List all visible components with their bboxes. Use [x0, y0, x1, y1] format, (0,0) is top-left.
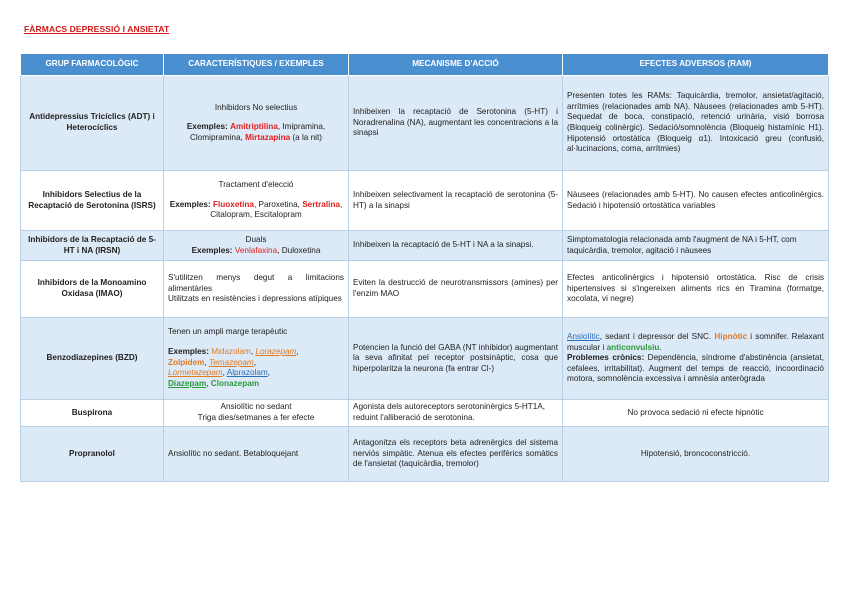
example-drug: Lorazepam	[255, 347, 297, 357]
example-drug: Clonazepam	[210, 378, 260, 388]
table-row	[21, 318, 829, 400]
effects-cell: Simptomatologia relacionada amb l'augment de NA i 5-HT, com taquicàrdia, tremolor, agitació i nàusees	[563, 231, 829, 261]
example-text: , Imipramina, Clomipramina,	[190, 122, 326, 142]
header-effects: EFECTES ADVERSOS (RAM)	[563, 54, 829, 76]
table-row	[21, 231, 829, 261]
table-row	[21, 427, 829, 482]
characteristics-cell: Tenen un ampli marge terapèutic Exemples: Midazolam, Lorazepam, Zolpidem, Temazepam, Lormetazepam, Alprazolam, Diazepam, Clonazepam	[164, 318, 349, 400]
mechanism-cell: Eviten la destrucció de neurotransmissors (amines) per l'enzim MAO	[349, 261, 563, 318]
desc-text-2: Triga dies/setmanes a fer efecte	[197, 413, 315, 422]
examples-label: Exemples:	[169, 199, 211, 209]
header-mechanism: MECANISME D'ACCIÓ	[349, 54, 563, 76]
mechanism-cell: Antagonitza els receptors beta adrenèrgics del sistema nerviós simpàtic. Atenua els efectes perifèrics somàtics de l'ansietat (taquicàrdia, tremolor)	[349, 427, 563, 482]
effect-term: anticonvulsiu	[606, 342, 660, 352]
example-text: , Citalopram, Escitalopram	[210, 199, 343, 220]
characteristics-cell	[164, 261, 349, 318]
effects-cell: Nàusees (relacionades amb 5-HT). No causen efectes anticolinèrgics. Sedació i hipotensió ortostàtica variables	[563, 171, 829, 231]
example-drug: Midazolam	[211, 347, 251, 357]
mechanism-cell: Inhibeixen selectivament la recaptació de serotonina (5-HT) a la sinapsi	[349, 171, 563, 231]
desc-text: Ansiolític no sedant	[220, 402, 292, 412]
example-drug: Amitriptilina	[230, 122, 278, 132]
characteristics-cell	[164, 171, 349, 231]
example-drug: Alprazolam	[226, 368, 268, 378]
example-drug: Mirtazapina	[245, 132, 291, 142]
effects-cell: Presenten totes les RAMs: Taquicàrdia, tremolor, ansietat/agitació, arrítmies (relacionades amb NA). Nàusees (relacionades amb 5-HT). Sequedat de boca, constipació, retenció urinària, visió borrosa (Bloqueig colinèrgic). Sedació/somnolència (Bloqueig histamínic H1). Hipotensió ortostàtica (Bloqueig α1). Intoxicació greu (confusió, al·lucinacions, coma, arrítmies)	[563, 76, 829, 171]
effect-text: .	[659, 342, 662, 352]
group-cell: Inhibidors de la Monoamino Oxidasa (IMAO)	[21, 261, 164, 318]
table-row	[21, 171, 829, 231]
example-drug: Sertralina	[302, 199, 340, 209]
desc-text: Tenen un ampli marge terapèutic	[168, 327, 288, 337]
mechanism-cell: Inhibeixen la recaptació de 5-HT i NA a la sinapsi.	[349, 231, 563, 261]
examples-label: Exemples:	[186, 122, 228, 132]
group-cell: Inhibidors Selectius de la Recaptació de Serotonina (ISRS)	[21, 171, 164, 231]
example-text: , Paroxetina,	[253, 199, 300, 209]
desc-text: S'utilitzen menys degut a limitacions alimentàries	[168, 273, 344, 293]
chronic-problems-label: Problemes crònics:	[567, 353, 645, 363]
group-cell: Inhibidors de la Recaptació de 5-HT i NA (IRSN)	[21, 231, 164, 261]
example-drug: Zolpidem	[168, 357, 205, 367]
example-drug: Temazepam	[208, 357, 254, 367]
examples-label: Exemples:	[191, 245, 233, 255]
desc-text: Inhibidors No selectius	[214, 102, 298, 112]
effects-cell	[563, 318, 829, 400]
desc-text-2: Utilitzats en resistències i depressions atípiques	[168, 294, 342, 304]
page-title: FÀRMACS DEPRESSIÓ I ANSIETAT	[24, 24, 170, 34]
effect-text: i somnifer. Relaxant muscular i	[567, 331, 824, 352]
mechanism-cell: Potencien la funció del GABA (NT inhibidor) augmentant la seva afinitat pel receptor postsinàptic, cosa que hiperpolaritza la neurona (fa entrar Cl-)	[349, 318, 563, 400]
group-cell: Benzodiazepines (BZD)	[21, 318, 164, 400]
effect-term: Ansiolític	[567, 331, 600, 341]
table-row	[21, 261, 829, 318]
table-row	[21, 76, 829, 171]
group-cell: Buspirona	[21, 400, 164, 427]
effect-text: Dependència, síndrome d'abstinència (ansietat, cefalees, irritabilitat). Augment del temps de reacció, incoordinació motora, somnolència excessiva i amnèsia anterògrada	[567, 353, 824, 384]
characteristics-cell	[164, 400, 349, 427]
example-text: , Duloxetina	[277, 245, 321, 255]
mechanism-cell: Inhibeixen la recaptació de Serotonina (5-HT) i Noradrenalina (NA), augmentant les concentracions a la sinapsi	[349, 76, 563, 171]
characteristics-cell	[164, 76, 349, 171]
group-cell: Propranolol	[21, 427, 164, 482]
effects-cell: No provoca sedació ni efecte hipnòtic	[563, 400, 829, 427]
group-cell: Antidepressius Tricíclics (ADT) i Heterocíclics	[21, 76, 164, 171]
effects-cell: Efectes anticolinèrgics i hipotensió ortostàtica. Risc de crisis hipertensives si s'ingereixen aliments rics en Tiramina (formatge, xocolata, vi negre)	[563, 261, 829, 318]
table-header-row	[21, 54, 829, 76]
mechanism-cell: Agonista dels autoreceptors serotoninèrgics 5-HT1A, reduint l'alliberació de serotonina.	[349, 400, 563, 427]
example-drug: Fluoxetina	[212, 199, 254, 209]
example-drug: Venlafaxina	[234, 245, 278, 255]
example-drug: Lormetazepam	[168, 368, 223, 378]
effect-term: Hipnòtic	[714, 331, 748, 341]
table-row	[21, 400, 829, 427]
example-text: (a la nit)	[290, 132, 322, 142]
desc-text: Duals	[245, 234, 267, 244]
drug-table	[20, 53, 829, 482]
desc-text: Tractament d'elecció	[218, 180, 294, 190]
effect-text: , sedant i depressor del SNC.	[599, 331, 715, 341]
example-drug: Diazepam	[168, 378, 207, 388]
header-group: GRUP FARMACOLÒGIC	[21, 54, 164, 76]
characteristics-cell: Ansiolític no sedant. Betabloquejant	[164, 427, 349, 482]
effects-cell: Hipotensió, broncoconstricció.	[563, 427, 829, 482]
characteristics-cell	[164, 231, 349, 261]
header-characteristics: CARACTERÍSTIQUES / EXEMPLES	[164, 54, 349, 76]
examples-label: Exemples:	[168, 347, 209, 357]
